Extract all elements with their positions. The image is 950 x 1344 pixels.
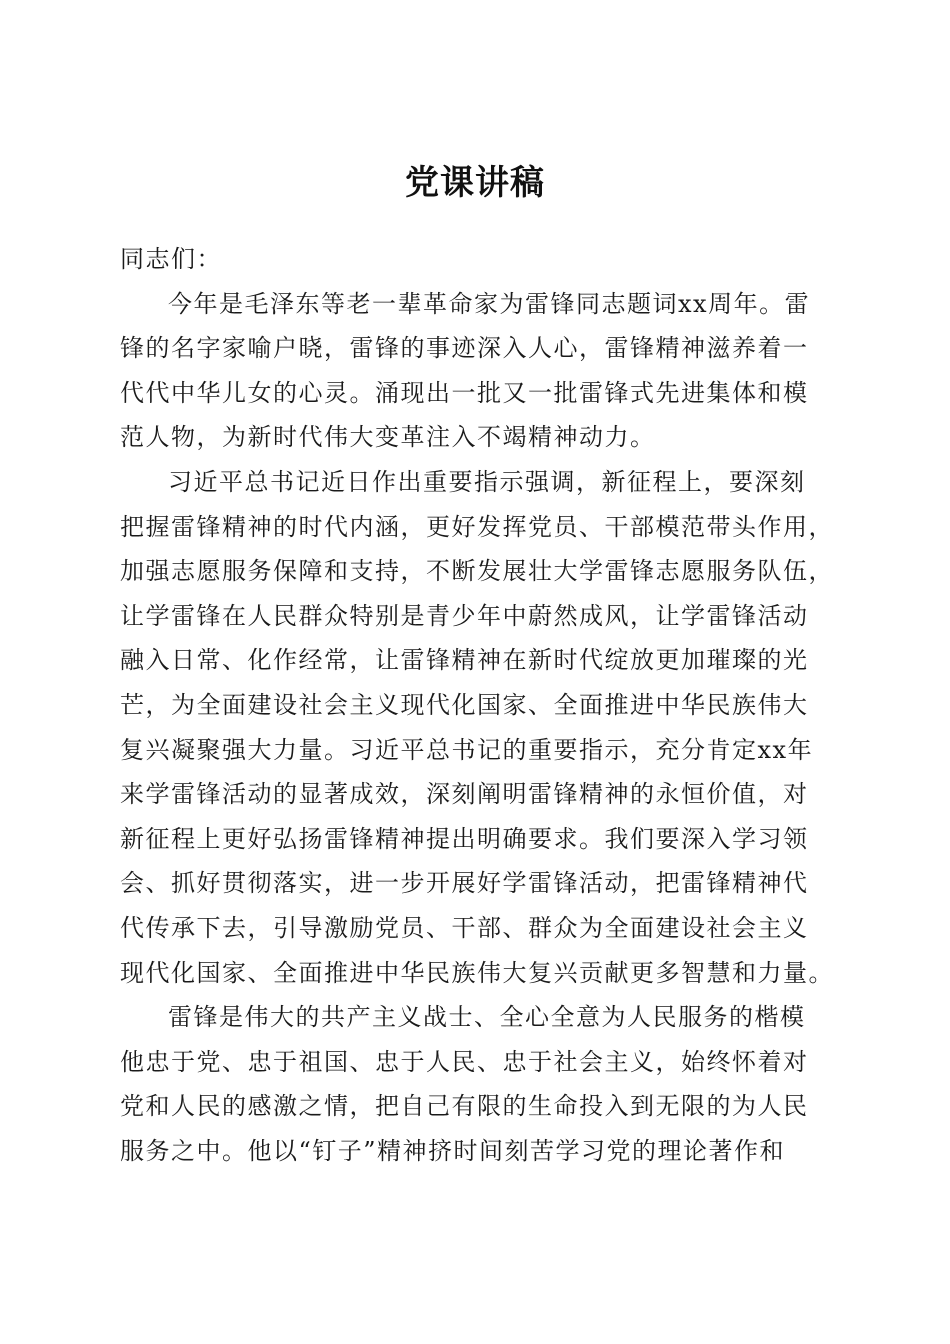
paragraph — [120, 995, 830, 1173]
paragraph-line: 今年是毛泽东等老一辈革命家为雷锋同志题词xx周年。雷 — [168, 289, 811, 318]
salutation: 同志们： — [120, 245, 222, 273]
paragraph-line: 代代中华儿女的心灵。涌现出一批又一批雷锋式先进集体和模 — [120, 378, 809, 407]
paragraph-line: 现代化国家、全面推进中华民族伟大复兴贡献更多智慧和力量。 — [120, 958, 834, 987]
paragraph-line: 代传承下去，引导激励党员、干部、群众为全面建设社会主义 — [120, 913, 809, 942]
paragraph-line: 习近平总书记近日作出重要指示强调，新征程上，要深刻 — [168, 467, 806, 496]
paragraph-line: 复兴凝聚强大力量。习近平总书记的重要指示，充分肯定xx年 — [120, 735, 814, 764]
paragraph-line: 范人物，为新时代伟大变革注入不竭精神动力。 — [120, 423, 656, 452]
paragraph-line: 他忠于党、忠于祖国、忠于人民、忠于社会主义，始终怀着对 — [120, 1047, 809, 1076]
document-body — [120, 237, 834, 1173]
paragraph-line: 服务之中。他以“钉子”精神挤时间刻苦学习党的理论著作和 — [120, 1136, 786, 1165]
paragraph-line: 把握雷锋精神的时代内涵，更好发挥党员、干部模范带头作用， — [120, 512, 834, 541]
paragraph-line: 雷锋是伟大的共产主义战士、全心全意为人民服务的楷模 — [168, 1003, 806, 1032]
paragraph — [120, 460, 834, 995]
paragraph-line: 让学雷锋在人民群众特别是青少年中蔚然成风，让学雷锋活动 — [120, 601, 809, 630]
paragraph-line: 融入日常、化作经常，让雷锋精神在新时代绽放更加璀璨的光 — [120, 646, 809, 675]
paragraph-line: 来学雷锋活动的显著成效，深刻阐明雷锋精神的永恒价值，对 — [120, 780, 809, 809]
paragraph-line: 加强志愿服务保障和支持，不断发展壮大学雷锋志愿服务队伍， — [120, 557, 834, 586]
paragraph — [120, 282, 830, 460]
paragraph-line: 芒，为全面建设社会主义现代化国家、全面推进中华民族伟大 — [120, 690, 809, 719]
paragraph-line: 党和人民的感激之情，把自己有限的生命投入到无限的为人民 — [120, 1092, 809, 1121]
paragraph-line: 新征程上更好弘扬雷锋精神提出明确要求。我们要深入学习领 — [120, 824, 809, 853]
document-title: 党课讲稿 — [405, 162, 545, 203]
paragraph-line: 锋的名字家喻户晓，雷锋的事迹深入人心，雷锋精神滋养着一 — [120, 334, 809, 363]
paragraph-line: 会、抓好贯彻落实，进一步开展好学雷锋活动，把雷锋精神代 — [120, 869, 809, 898]
